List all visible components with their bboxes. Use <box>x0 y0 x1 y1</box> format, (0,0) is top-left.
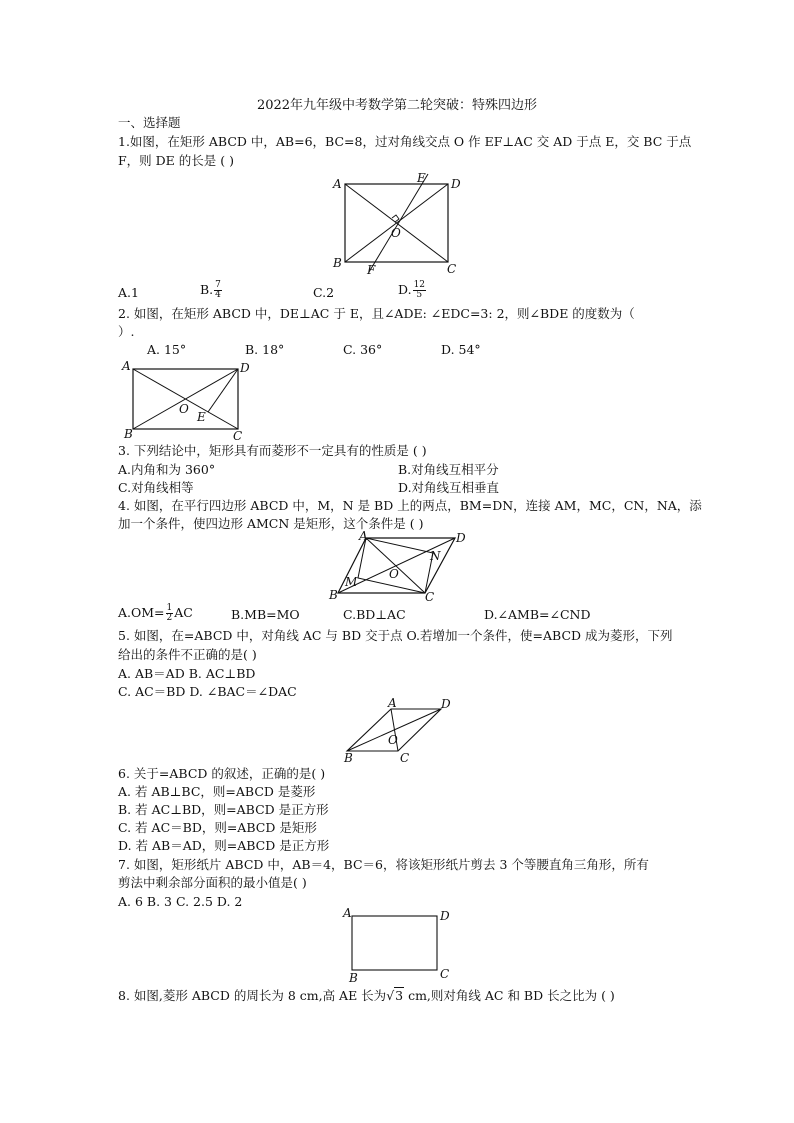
q1-label-f: F <box>367 263 376 277</box>
q2-figure <box>118 358 253 443</box>
q1-option-d-denominator: 5 <box>416 290 423 300</box>
q4-option-a-suffix: AC <box>174 605 193 620</box>
q5-figure <box>336 698 461 768</box>
q5-options-line2: C. AC＝BD D. ∠BAC＝∠DAC <box>118 684 297 699</box>
q1-option-d-numerator: 12 <box>413 280 426 290</box>
q2-stem-line1: 2. 如图，在矩形 ABCD 中，DE⊥AC 于 E，且∠ADE: ∠EDC=3: 2，则∠BDE 的度数为（ <box>118 306 635 321</box>
q2-label-d: D <box>240 361 250 375</box>
q5-stem-line1: 5. 如图，在=ABCD 中，对角线 AC 与 BD 交于点 O.若增加一个条件，使=ABCD 成为菱形，下列 <box>118 628 673 643</box>
q4-option-a-prefix: A.OM= <box>118 605 165 620</box>
q1-label-b: B <box>333 256 342 270</box>
q4-stem-line1: 4. 如图，在平行四边形 ABCD 中，M，N 是 BD 上的两点，BM=DN，连接 AM，MC，CN，NA，添 <box>118 498 702 513</box>
q2-label-e: E <box>197 410 206 424</box>
q1-label-a: A <box>333 177 342 191</box>
q2-label-b: B <box>124 427 133 441</box>
q4-label-b: B <box>329 588 338 602</box>
q1-option-b-prefix: B. <box>200 282 214 297</box>
q5-label-o: O <box>388 733 398 747</box>
q1-option-a: A.1 <box>118 285 139 300</box>
q4-label-d: D <box>456 531 466 545</box>
q2-label-a: A <box>122 359 131 373</box>
q3-option-a: A.内角和为 360° <box>118 462 216 477</box>
q3-stem: 3. 下列结论中，矩形具有而菱形不一定具有的性质是 ( ) <box>118 443 427 458</box>
q6-option-b: B. 若 AC⊥BD，则=ABCD 是正方形 <box>118 802 329 817</box>
q2-option-c: C. 36° <box>343 342 383 357</box>
q6-option-a: A. 若 AB⊥BC，则=ABCD 是菱形 <box>118 784 316 799</box>
q8-stem-suffix: cm,则对角线 AC 和 BD 长之比为 ( ) <box>404 988 615 1003</box>
q1-stem-line1: 1.如图，在矩形 ABCD 中，AB=6，BC=8，过对角线交点 O 作 EF⊥AC 交 AD 于点 E，交 BC 于点 <box>118 134 692 149</box>
q1-option-d <box>398 278 427 302</box>
q4-label-o: O <box>389 567 399 581</box>
q5-label-c: C <box>400 751 410 765</box>
q6-option-d: D. 若 AB＝AD，则=ABCD 是正方形 <box>118 838 330 853</box>
q1-label-c: C <box>447 262 457 276</box>
sqrt-symbol-icon: √ <box>386 988 395 1003</box>
q4-stem-line2: 加一个条件，使四边形 AMCN 是矩形，这个条件是 ( ) <box>118 516 424 531</box>
q5-options-line1: A. AB＝AD B. AC⊥BD <box>118 666 256 681</box>
q8-radicand: 3 <box>395 988 404 1003</box>
q2-option-d: D. 54° <box>441 342 481 357</box>
q4-figure <box>326 528 471 603</box>
q4-option-a <box>118 601 193 625</box>
q3-option-d: D.对角线互相垂直 <box>398 480 500 495</box>
q8-sqrt <box>386 987 404 1004</box>
q4-option-c: C.BD⊥AC <box>343 607 406 622</box>
q6-stem: 6. 关于=ABCD 的叙述，正确的是( ) <box>118 766 326 781</box>
q4-option-d: D.∠AMB=∠CND <box>484 607 591 622</box>
q7-options: A. 6 B. 3 C. 2.5 D. 2 <box>118 894 243 909</box>
q7-stem-line1: 7. 如图，矩形纸片 ABCD 中，AB＝4，BC＝6，将该矩形纸片剪去 3 个等腰直角三角形，所有 <box>118 857 649 872</box>
q4-option-a-fraction <box>166 604 174 623</box>
q1-option-d-fraction <box>413 281 426 300</box>
q1-option-c: C.2 <box>313 285 335 300</box>
q1-option-b <box>200 278 223 302</box>
q8-stem <box>118 987 615 1004</box>
q4-label-m: M <box>345 575 358 589</box>
q1-option-b-fraction <box>214 281 222 300</box>
q5-label-d: D <box>441 697 451 711</box>
q1-stem-line2: F，则 DE 的长是 ( ) <box>118 153 234 168</box>
q1-option-b-numerator: 7 <box>215 280 221 290</box>
q7-label-c: C <box>440 967 450 981</box>
q7-figure <box>340 905 455 985</box>
q2-label-o: O <box>179 402 189 416</box>
q4-label-a: A <box>359 529 368 543</box>
q1-label-d: D <box>451 177 461 191</box>
q7-label-b: B <box>349 971 358 985</box>
q4-option-b: B.MB=MO <box>231 607 300 622</box>
q1-label-e: E <box>417 171 426 185</box>
q6-option-c: C. 若 AC＝BD，则=ABCD 是矩形 <box>118 820 317 835</box>
page-title: 2022年九年级中考数学第二轮突破：特殊四边形 <box>256 98 538 113</box>
q5-label-b: B <box>344 751 353 765</box>
q4-option-a-denominator: 2 <box>166 613 173 623</box>
q5-stem-line2: 给出的条件不正确的是( ) <box>118 647 257 662</box>
section-heading: 一、选择题 <box>118 115 181 130</box>
q1-option-b-denominator: 4 <box>215 290 221 300</box>
q4-option-a-numerator: 1 <box>166 603 173 613</box>
q3-option-b: B.对角线互相平分 <box>398 462 499 477</box>
q7-label-d: D <box>440 909 450 923</box>
q2-stem-line2: ）. <box>118 324 135 339</box>
q7-label-a: A <box>343 906 352 920</box>
q1-option-d-prefix: D. <box>398 282 412 297</box>
q7-stem-line2: 剪法中剩余部分面积的最小值是( ) <box>118 875 307 890</box>
q3-option-c: C.对角线相等 <box>118 480 194 495</box>
q1-figure <box>330 168 465 278</box>
q1-label-o: O <box>391 226 401 240</box>
q8-stem-prefix: 8. 如图,菱形 ABCD 的周长为 8 cm,高 AE 长为 <box>118 988 387 1003</box>
q2-label-c: C <box>233 429 243 443</box>
q2-option-a: A. 15° <box>147 342 187 357</box>
q4-label-c: C <box>425 590 435 604</box>
q2-option-b: B. 18° <box>245 342 285 357</box>
q4-label-n: N <box>430 549 441 563</box>
q5-label-a: A <box>388 696 397 710</box>
